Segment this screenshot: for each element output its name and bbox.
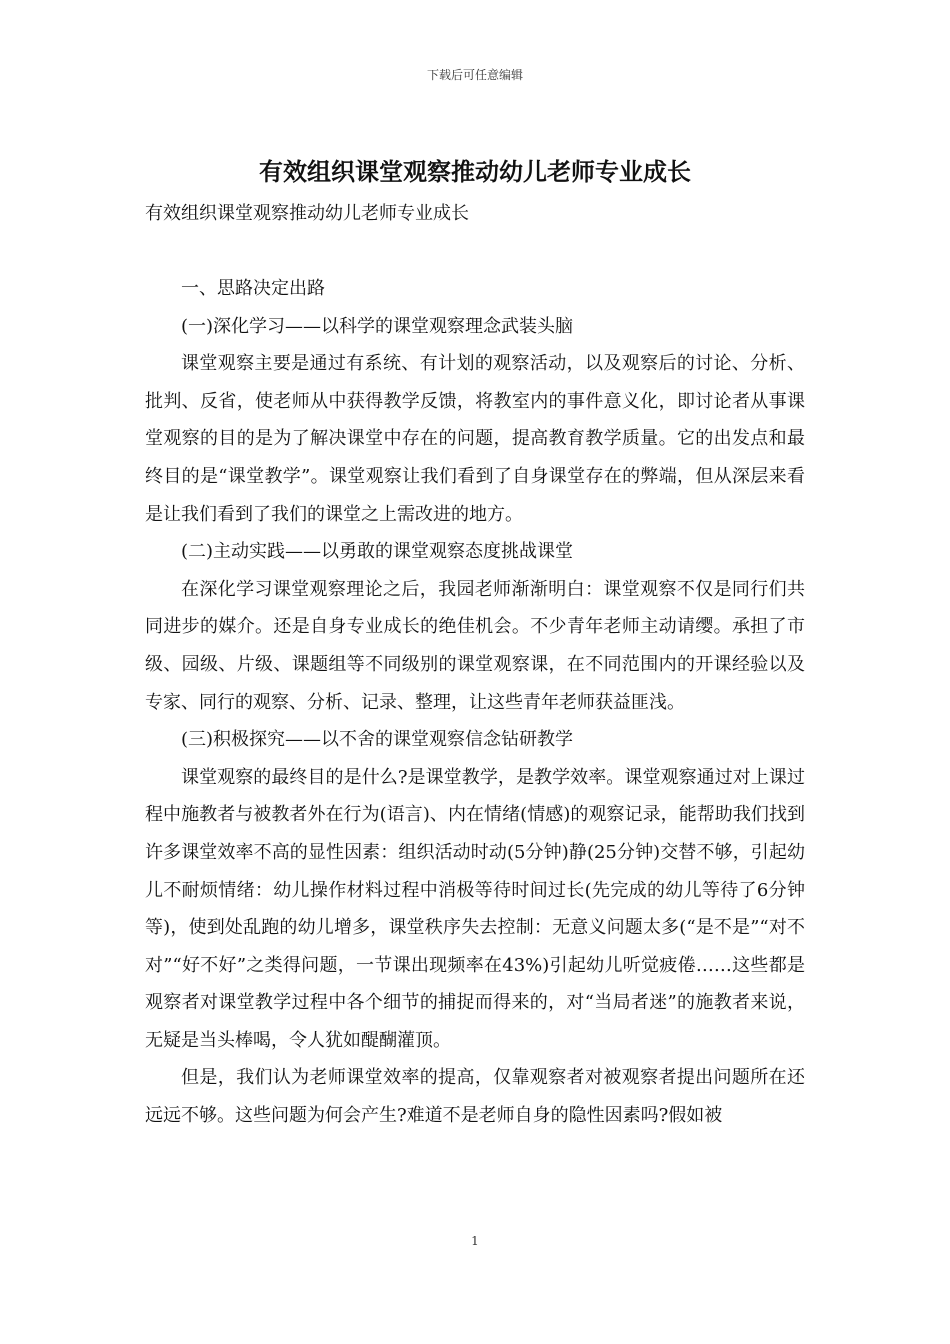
document-body xyxy=(145,270,805,1135)
body-paragraph: 课堂观察的最终目的是什么?是课堂教学，是教学效率。课堂观察通过对上课过程中施教者与被教者外在行为(语言)、内在情绪(情感)的观察记录，能帮助我们找到许多课堂效率不高的显性因素：组织活动时动(5分钟)静(25分钟)交替不够，引起幼儿不耐烦情绪：幼儿操作材料过程中消极等待时间过长(先完成的幼儿等待了6分钟等)，使到处乱跑的幼儿增多，课堂秩序失去控制：无意义问题太多(“是不是”“对不对”“好不好”之类得问题，一节课出现频率在43%)引起幼儿听觉疲倦……这些都是观察者对课堂教学过程中各个细节的捕捉而得来的，对“当局者迷”的施教者来说，无疑是当头棒喝，令人犹如醍醐灌顶。 xyxy=(145,766,805,1051)
document-title: 有效组织课堂观察推动幼儿老师专业成长 xyxy=(259,157,691,186)
subsection-heading: (三)积极探究——以不舍的课堂观察信念钻研教学 xyxy=(181,729,574,751)
document-subtitle: 有效组织课堂观察推动幼儿老师专业成长 xyxy=(145,203,469,224)
body-paragraph: 但是，我们认为老师课堂效率的提高，仅靠观察者对被观察者提出问题所在还远远不够。这些问题为何会产生?难道不是老师自身的隐性因素吗?假如被 xyxy=(145,1067,805,1127)
body-paragraph: 课堂观察主要是通过有系统、有计划的观察活动，以及观察后的讨论、分析、批判、反省，使老师从中获得教学反馈，将教室内的事件意义化，即讨论者从事课堂观察的目的是为了解决课堂中存在的问题，提高教育教学质量。它的出发点和最终目的是“课堂教学”。课堂观察让我们看到了自身课堂存在的弊端，但从深层来看是让我们看到了我们的课堂之上需改进的地方。 xyxy=(145,353,805,525)
header-note: 下载后可任意编辑 xyxy=(426,68,523,82)
subsection-heading: (一)深化学习——以科学的课堂观察理念武装头脑 xyxy=(181,315,574,337)
subsection-heading: (二)主动实践——以勇敢的课堂观察态度挑战课堂 xyxy=(181,541,574,563)
section-heading: 一、思路决定出路 xyxy=(181,278,325,299)
body-paragraph: 在深化学习课堂观察理论之后，我园老师渐渐明白：课堂观察不仅是同行们共同进步的媒介。还是自身专业成长的绝佳机会。不少青年老师主动请缨。承担了市级、园级、片级、课题组等不同级别的课堂观察课，在不同范围内的开课经验以及专家、同行的观察、分析、记录、整理，让这些青年老师获益匪浅。 xyxy=(145,578,805,713)
page-number: 1 xyxy=(471,1234,479,1248)
